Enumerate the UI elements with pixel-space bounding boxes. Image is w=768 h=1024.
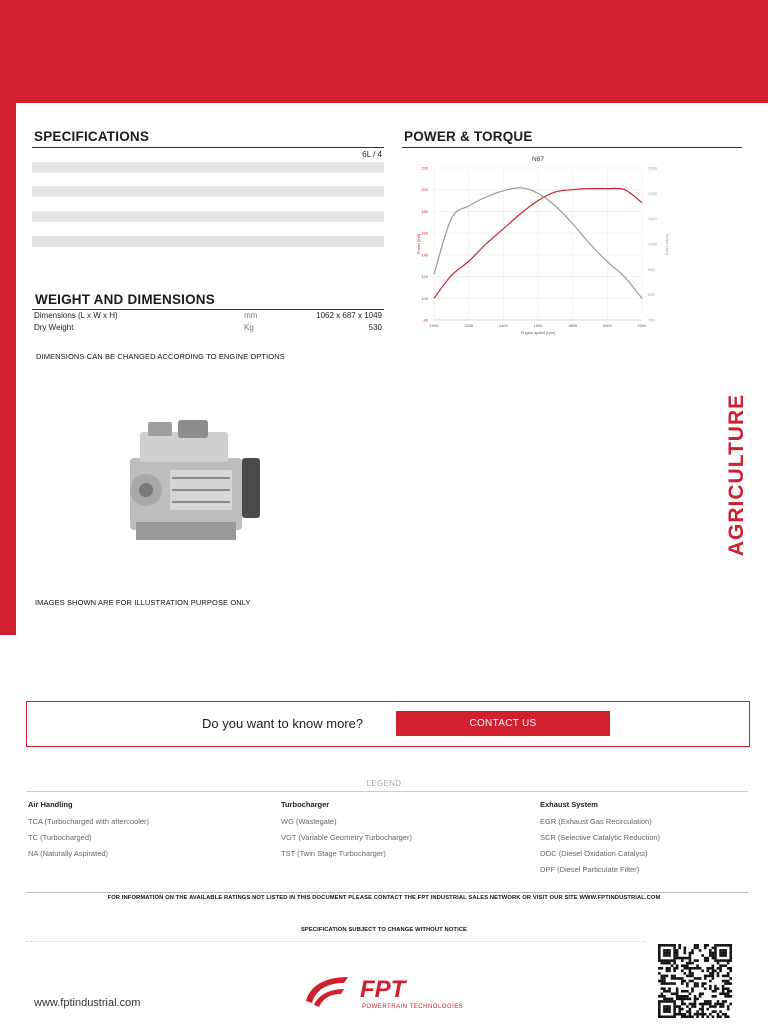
legend-item: TC (Turbocharged)	[28, 833, 92, 842]
footer-divider	[26, 892, 748, 893]
dry-weight-value: 530	[368, 323, 382, 332]
dry-weight-label: Dry Weight	[34, 323, 74, 332]
chart-xtick: 1600	[533, 323, 543, 328]
dimensions-label: Dimensions (L x W x H)	[34, 311, 118, 320]
chart-ytick-right: 1000	[648, 241, 657, 247]
legend-item: DOC (Diesel Oxidation Catalyst)	[540, 849, 648, 858]
spec-row	[32, 211, 384, 222]
chart-ylabel-left: Power [kW]	[416, 233, 421, 255]
chart-ytick-right: 1300	[648, 165, 657, 171]
chart-ytick-left: 160	[421, 230, 428, 236]
chart-ytick-right: 800	[648, 292, 655, 298]
chart-xtick: 1400	[498, 323, 508, 328]
chart-ytick-left: 80	[423, 317, 428, 323]
legend-heading: Air Handling	[28, 800, 73, 809]
chart-ytick-left: 140	[421, 252, 428, 258]
specifications-rule	[32, 147, 384, 148]
footer-subject: SPECIFICATION SUBJECT TO CHANGE WITHOUT NOTICE	[300, 927, 468, 933]
contact-us-button[interactable]: CONTACT US	[396, 711, 610, 736]
spec-row	[32, 186, 384, 197]
dimensions-row	[34, 311, 382, 323]
logo-text: FPT	[360, 976, 406, 1003]
chart-xtick: 2200	[637, 323, 647, 328]
chart-xlabel: Engine speed [rpm]	[520, 330, 556, 335]
spec-row	[32, 236, 384, 247]
chart-ytick-right: 1200	[648, 190, 657, 196]
chart-xtick: 2000	[602, 323, 612, 328]
side-label: AGRICULTURE	[725, 393, 748, 557]
legend-heading: Exhaust System	[540, 800, 598, 809]
legend-item: VGT (Variable Geometry Turbocharger)	[281, 833, 413, 842]
logo-subtitle: POWERTRAIN TECHNOLOGIES	[362, 1004, 464, 1010]
images-note: IMAGES SHOWN ARE FOR ILLUSTRATION PURPOSE ONLY	[35, 598, 251, 607]
power-torque-title: POWER & TORQUE	[404, 129, 533, 144]
chart-ytick-left: 180	[421, 208, 428, 214]
dimensions-value: 1062 x 687 x 1049	[316, 311, 382, 320]
legend-item: NA (Naturally Aspirated)	[28, 849, 109, 858]
weight-dimensions-rule	[32, 309, 384, 310]
cta-box	[26, 701, 750, 747]
chart-ylabel-right: Torque [Nm]	[665, 233, 670, 255]
cta-question: Do you want to know more?	[202, 716, 364, 731]
legend-divider	[26, 791, 748, 792]
website-link[interactable]: www.fptindustrial.com	[34, 997, 141, 1009]
footer-dotted-divider	[26, 941, 646, 942]
legend-col-air-handling	[28, 800, 149, 862]
weight-dimensions-title: WEIGHT AND DIMENSIONS	[35, 292, 215, 307]
chart-ytick-right: 900	[648, 266, 655, 272]
chart-ytick-right: 700	[648, 317, 655, 323]
chart-ytick-left: 220	[421, 165, 428, 171]
chart-xtick: 1800	[568, 323, 578, 328]
dimensions-note: DIMENSIONS CAN BE CHANGED ACCORDING TO ENGINE OPTIONS	[36, 352, 285, 361]
legend-item: EGR (Exhaust Gas Recirculation)	[540, 817, 652, 826]
chart-ytick-left: 200	[421, 187, 428, 193]
cylinders-value: 6L / 4	[362, 150, 382, 159]
legend-item: SCR (Selective Catalytic Reduction)	[540, 833, 661, 842]
chart-xtick: 1000	[429, 323, 439, 328]
chart-title: N67	[532, 156, 544, 163]
legend-title: LEGEND	[366, 779, 402, 788]
chart-ytick-left: 100	[421, 295, 428, 301]
chart-ytick-left: 120	[421, 274, 428, 280]
legend-item: WG (Wastegate)	[281, 817, 337, 826]
legend-item: DPF (Diesel Particulate Filter)	[540, 865, 640, 874]
spec-row	[32, 162, 384, 173]
dry-weight-row	[34, 323, 382, 335]
chart-xtick: 1200	[464, 323, 474, 328]
fpt-logo	[304, 971, 474, 1011]
legend-item: TCA (Turbocharged with aftercooler)	[28, 817, 150, 826]
specifications-title: SPECIFICATIONS	[34, 129, 150, 144]
legend-col-turbocharger	[281, 800, 412, 862]
legend-col-exhaust-system	[540, 800, 660, 878]
dry-weight-unit: Kg	[244, 323, 254, 332]
power-torque-chart	[404, 150, 674, 342]
qr-code[interactable]	[658, 944, 732, 1018]
side-accent-bar	[0, 103, 16, 635]
engine-image	[112, 418, 272, 550]
header-banner	[0, 0, 768, 103]
dimensions-unit: mm	[244, 311, 258, 320]
power-torque-rule	[402, 147, 742, 148]
chart-ytick-right: 1100	[648, 216, 657, 222]
legend-heading: Turbocharger	[281, 800, 330, 809]
footer-info: FOR INFORMATION ON THE AVAILABLE RATINGS NOT LISTED IN THIS DOCUMENT PLEASE CONTACT THE FPT INDUSTRIAL SALES NETWORK OR VISIT OUR SITE WWW.FPTINDUSTRIAL.COM	[107, 895, 661, 901]
legend-item: TST (Twin Stage Turbocharger)	[281, 849, 386, 858]
